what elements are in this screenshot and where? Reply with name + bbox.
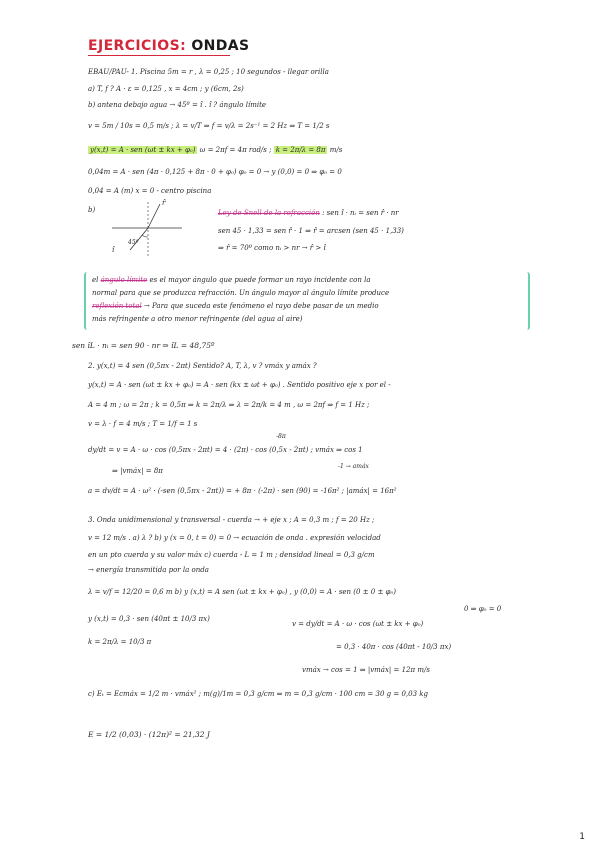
problem-3-energy-result: E = 1/2 (0,03) · (12π)² = 21,32 J xyxy=(88,730,210,739)
page-number: 1 xyxy=(579,832,585,842)
problem-2-vmax: ⇒ |vmáx| = 8π xyxy=(112,467,163,475)
problem-2-direction: y(x,t) = A · sen (ωt ± kx + φ₀) = A · sen (kx ± ωt + φ₀) . Sentido positivo eje x por el - xyxy=(88,381,391,389)
amplitude-equation: 0,04m = A · sen (4π · 0,125 + 8π · 0 + φ₀) φ₀ = 0 → y (0,0) = 0 ⇒ φ₀ = 0 xyxy=(88,168,342,176)
problem-2-annotation: -8π xyxy=(276,433,286,440)
amplitude-result: 0,04 = A (m) x = 0 - centro piscina xyxy=(88,187,212,195)
diagram-incident-label: î xyxy=(112,246,115,254)
snell-law-formula: : sen î · nᵢ = sen r̂ · nr xyxy=(319,209,399,217)
problem-2-derivative: dy/dt = v = A · ω · cos (0,5πx - 2πt) = 4 · (2π) · cos (0,5x - 2πt) ; vmáx ⇒ cos 1 xyxy=(88,446,363,454)
problem-1-a: a) T, f ? A · ε = 0,125 , x = 4cm ; y (6cm, 2s) xyxy=(88,85,244,93)
note-critical-angle-term: ángulo límite xyxy=(100,276,148,284)
snell-substitution: sen 45 · 1,33 = sen r̂ · 1 ⇒ r̂ = arcsen (sen 45 · 1,33) xyxy=(218,227,404,235)
critical-angle-result: sen îL · nᵢ = sen 90 · nr ⇒ îL = 48,75º xyxy=(72,341,215,350)
problem-2-statement: 2. y(x,t) = 4 sen (0,5πx - 2πt) Sentido? A, T, λ, v ? vmáx y amáx ? xyxy=(88,362,317,370)
problem-1-statement: EBAU/PAU- 1. Piscina 5m = r , λ = 0,25 ; 10 segundos - llegar orilla xyxy=(88,68,329,76)
diagram-refracted-label: r̂ xyxy=(162,199,166,207)
snell-law-line xyxy=(218,209,399,218)
problem-3-velocity-expression: = 0,3 · 40π · cos (40πt - 10/3 πx) xyxy=(336,643,452,651)
problem-3-vmax: vmáx → cos = 1 ⇒ |vmáx| = 12π m/s xyxy=(302,666,430,674)
note-total-reflection-term: reflexión total xyxy=(92,302,142,310)
problem-1-velocity: v = 5m / 10s = 0,5 m/s ; λ = v/T ⇒ f = v/λ = 2s⁻¹ = 2 Hz ⇒ T = 1/2 s xyxy=(88,122,330,130)
diagram-angle-label: 45º xyxy=(128,239,139,246)
note-line-2: normal para que se produzca refracción. Un ángulo mayor al ángulo límite produce xyxy=(92,289,390,297)
problem-1-b: b) antena debajo agua → 45º = î . î ? ángulo límite xyxy=(88,101,267,109)
problem-3-statement-2: v = 12 m/s . a) λ ? b) y (x = 0, t = 0) = 0 → ecuación de onda . expresión velocidad xyxy=(88,534,381,542)
title-underline xyxy=(88,55,230,56)
problem-2-amax-note: -1 → amáx xyxy=(338,463,369,470)
units-text: m/s xyxy=(327,146,343,154)
title-red: EJERCICIOS: xyxy=(88,38,187,54)
wave-equation-line xyxy=(88,146,342,155)
refraction-diagram xyxy=(108,198,188,260)
problem-3-statement-4: → energía transmitida por la onda xyxy=(88,566,209,574)
note-line-3: reflexión total → Para que suceda este fenómeno el rayo debe pasar de un medio xyxy=(92,302,379,310)
problem-2-acceleration: a = dv/dt = A · ω² · (-sen (0,5πx - 2πt)) = + 8π · (-2π) · sen (90) = -16π² ; |amáx| = 16π² xyxy=(88,487,397,495)
wave-equation-highlight: y(x,t) = A · sen (ωt ± kx + φ₀) xyxy=(90,146,196,154)
problem-3-statement-1: 3. Onda unidimensional y transversal - cuerda → + eje x ; A = 0,3 m ; f = 20 Hz ; xyxy=(88,516,375,524)
problem-3-phase-result: 0 ⇒ φ₀ = 0 xyxy=(464,605,502,613)
problem-3-wavenumber: k = 2π/λ = 10/3 π xyxy=(88,638,152,646)
title-black: ONDAS xyxy=(191,38,250,54)
problem-3-wave-equation: y (x,t) = 0,3 · sen (40πt ± 10/3 πx) xyxy=(88,615,210,623)
note-line-1: el ángulo límite es el mayor ángulo que puede formar un rayo incidente con la xyxy=(92,276,371,284)
page-title xyxy=(88,38,250,54)
part-b-label: b) xyxy=(88,206,96,214)
problem-3-statement-3: en un pto cuerda y su valor máx c) cuerda - L = 1 m ; densidad lineal = 0,3 g/cm xyxy=(88,551,375,559)
note-line-4: más refringente a otro menor refringente (del agua al aire) xyxy=(92,315,303,323)
omega-text: ω = 2πf = 4π rad/s ; xyxy=(197,146,272,154)
snell-result: ⇒ r̂ = 70º como nᵢ > nr → r̂ > î xyxy=(218,244,326,252)
problem-3-velocity-derivative: v = dy/dt = A · ω · cos (ωt ± kx + φ₀) xyxy=(292,620,424,628)
snell-law-title: Ley de Snell de la refracción xyxy=(218,209,320,217)
k-highlight: k = 2π/λ = 8π xyxy=(275,146,326,154)
problem-2-velocity-period: v = λ · f = 4 m/s ; T = 1/f = 1 s xyxy=(88,420,198,428)
problem-2-parameters: A = 4 m ; ω = 2π ; k = 0,5π ⇒ k = 2π/λ ⇒ λ = 2π/k = 4 m , ω = 2πf ⇒ f = 1 Hz ; xyxy=(88,401,370,409)
problem-3-wavelength: λ = v/f = 12/20 = 0,6 m b) y (x,t) = A sen (ωt ± kx + φ₀) , y (0,0) = A · sen (0 ± 0 ± φ₀) xyxy=(88,588,396,596)
problem-3-energy: c) Eₜ = Ecmáx = 1/2 m · vmáx² ; m(g)/1m = 0,3 g/cm ⇒ m = 0,3 g/cm · 100 cm = 30 g = 0,03 kg xyxy=(88,690,428,698)
